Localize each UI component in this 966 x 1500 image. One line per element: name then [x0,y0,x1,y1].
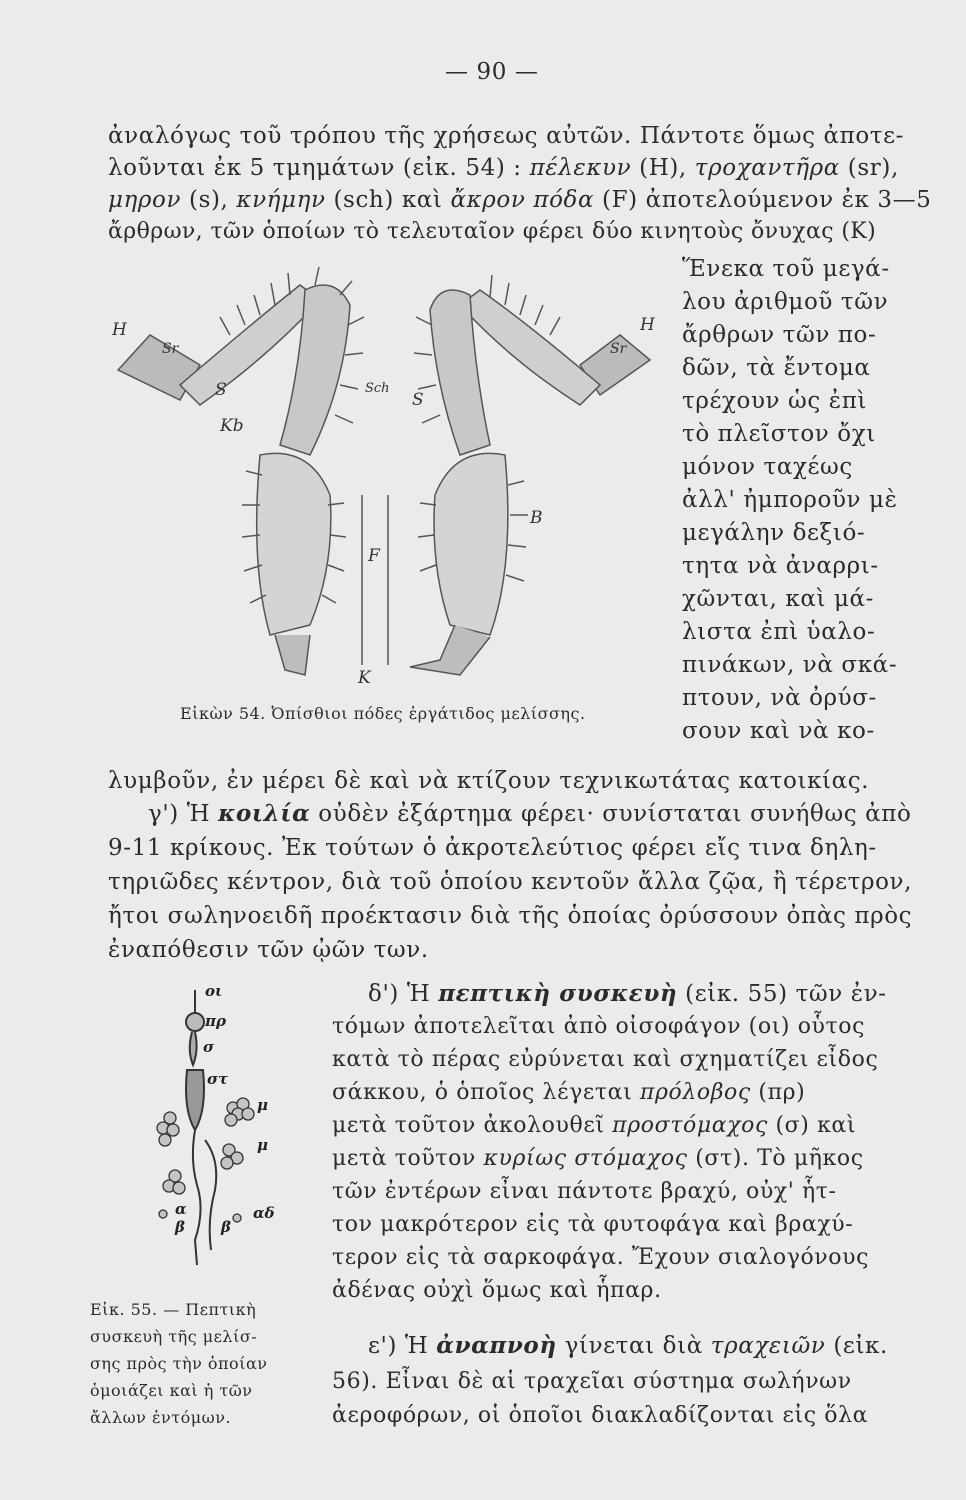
text-line: σουν καὶ νὰ κο- [682,718,875,744]
text-line: δ') Ἡ πεπτικὴ συσκευὴ (εἰκ. 55) τῶν ἐν- [368,980,887,1007]
text-line: γ') Ἡ κοιλία οὐδὲν ἐξάρτημα φέρει· συνίσταται συνήθως ἀπὸ [148,800,912,827]
text-line: τρέχουν ὡς ἐπὶ [682,388,868,414]
text-line: κατὰ τὸ πέρας εὐρύνεται καὶ σχηματίζει εἶδος [332,1047,879,1072]
text-line: λυμβοῦν, ἐν μέρει δὲ καὶ νὰ κτίζουν τεχνικωτάτας κατοικίας. [108,768,870,794]
leg-basitarsus [434,453,508,635]
text-line: τηριῶδες κέντρον, διὰ τοῦ ὁποίου κεντοῦν ἄλλα ζῷα, ἢ τέρετρον, [108,869,913,895]
fig-label: σ [203,1038,215,1056]
text-line: τόμων ἀποτελεῖται ἀπὸ οἰσοφάγον (οι) οὗτος [332,1014,866,1039]
text-line: ἤτοι σωληνοειδῆ προέκτασιν διὰ τῆς ὁποίας ὀρύσσουν ὀπὰς πρὸς [108,903,913,929]
fig-label: αδ [253,1204,275,1222]
fig-label: β [221,1218,231,1236]
fig-label: S [215,380,227,400]
text-line: σάκκου, ὁ ὁποῖος λέγεται πρόλοβος (πρ) [332,1080,806,1105]
text-line: ἄρθρων, τῶν ὁποίων τὸ τελευταῖον φέρει δύο κινητοὺς ὄνυχας (K) [108,219,877,244]
caption-line: σης πρὸς τὴν ὁποίαν [90,1354,268,1373]
fig-label: S [412,390,424,410]
ventriculus [186,1070,204,1130]
text-line: 56). Εἶναι δὲ αἱ τραχεῖαι σύστημα σωλήνων [332,1369,852,1394]
fig-label: K [358,668,371,688]
fig-label: πρ [205,1012,226,1030]
text-line: 9-11 κρίκους. Ἐκ τούτων ὁ ἀκροτελεύτιος φέρει εἴς τινα δηλη- [108,835,877,861]
fig-label: οι [205,982,223,1000]
fig-label: β [175,1218,185,1236]
leg-basitarsus [257,453,331,635]
text-line: ἐναπόθεσιν τῶν ᾠῶν των. [108,937,429,963]
text-line: μόνον ταχέως [682,454,853,480]
text-line: ἀεροφόρων, οἱ ὁποῖοι διακλαδίζονται εἰς ὅλα [332,1403,869,1428]
text-line: ἄρθρων τῶν πο- [682,322,877,348]
text-line: Ἕνεκα τοῦ μεγά- [682,256,890,282]
text-line: τητα νὰ ἀναρρι- [682,553,879,579]
figure-54-bee-legs [110,265,670,705]
caption-line: ἄλλων ἐντόμων. [90,1408,231,1427]
text-line: λοῦνται ἐκ 5 τμημάτων (εἰκ. 54) : πέλεκυν (H), τροχαντῆρα (sr), [108,155,899,181]
text-line: λιστα ἐπὶ ὑαλο- [682,619,876,645]
text-line: λου ἀριθμοῦ τῶν [682,289,889,315]
page-number: — 90 — [445,59,539,85]
text-line: μετὰ τοῦτον ἀκολουθεῖ προστόμαχος (σ) καὶ [332,1113,857,1138]
text-line: ἀδένας οὐχὶ ὅμως καὶ ἧπαρ. [332,1278,662,1303]
leg-femur [460,290,600,405]
text-line: τερον εἰς τὰ σαρκοφάγα. Ἔχουν σιαλογόνους [332,1245,870,1270]
figure-54-caption: Εἰκὼν 54. Ὀπίσθιοι πόδες ἐργάτιδος μελίσσης. [180,704,586,723]
text-line: πινάκων, νὰ σκά- [682,652,898,678]
text-line: τῶν ἐντέρων εἶναι πάντοτε βραχύ, οὐχ' ἧτ- [332,1179,837,1204]
crop [186,1013,204,1031]
text-line: μηρον (s), κνήμην (sch) καὶ ἄκρον πόδα (F) ἀποτελούμενον ἐκ 3—5 [108,187,932,213]
fig-label: στ [207,1070,229,1088]
caption-line: συσκευὴ τῆς μελίσ- [90,1327,258,1346]
fig-label: H [640,315,655,335]
fig-label: B [530,508,543,528]
text-line: δῶν, τὰ ἔντομα [682,355,871,381]
text-line: τον μακρότερον εἰς τὰ φυτοφάγα καὶ βραχύ- [332,1212,854,1237]
text-line: χῶνται, καὶ μά- [682,586,875,612]
fig-label: μ [257,1096,268,1114]
caption-line: ὁμοιάζει καὶ ἡ τῶν [90,1381,253,1400]
fig-label: H [112,320,127,340]
text-line: τὸ πλεῖστον ὄχι [682,421,876,447]
text-line: ἀλλ' ἠμποροῦν μὲ [682,487,898,513]
fig-label: μ [257,1136,268,1154]
fig-label: F [368,546,380,566]
fig-label: α [175,1200,187,1218]
fig-label: Sch [365,381,390,396]
fig-label: Sr [162,341,179,357]
text-line: μετὰ τοῦτον κυρίως στόμαχος (στ). Τὸ μῆκος [332,1146,864,1171]
text-line: πτουν, νὰ ὀρύσ- [682,685,877,711]
leg-tarsus [275,635,310,675]
caption-line: Εἰκ. 55. — Πεπτικὴ [90,1300,257,1319]
text-line: ἀναλόγως τοῦ τρόπου τῆς χρήσεως αὐτῶν. Πάντοτε ὅμως ἀποτε- [108,123,905,149]
text-line: μεγάλην δεξιό- [682,520,866,546]
fig-label: Kb [220,416,244,436]
fig-label: Sr [610,341,627,357]
intestine [193,1130,201,1265]
figure-55-digestive-system [145,980,295,1280]
text-line: ε') Ἡ ἀναπνοὴ γίνεται διὰ τραχειῶν (εἰκ. [368,1332,888,1359]
proventriculus [190,1032,197,1065]
